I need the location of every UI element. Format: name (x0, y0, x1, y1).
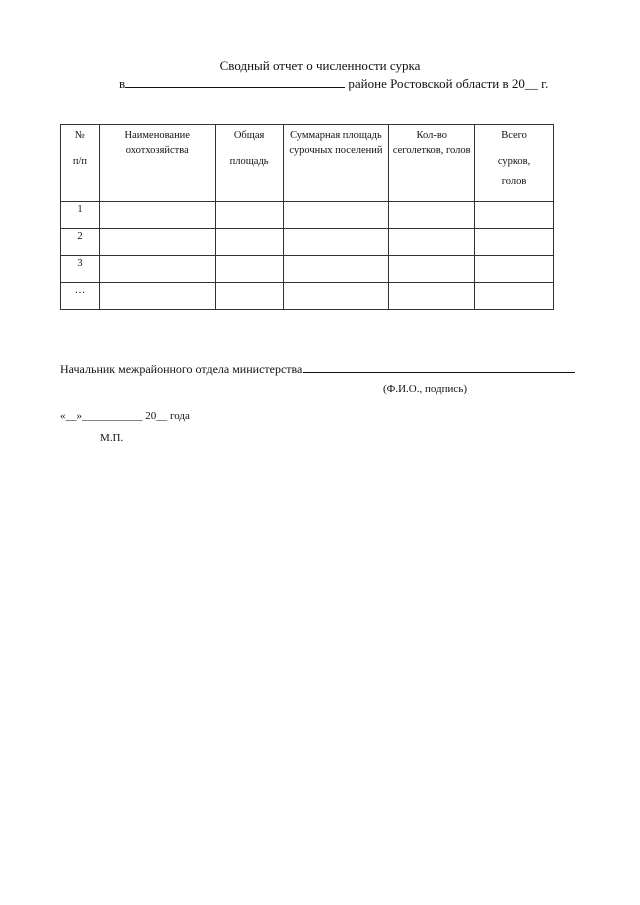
table-cell (99, 202, 215, 229)
header-text: Всего (501, 130, 527, 141)
table-cell (475, 202, 554, 229)
stamp-placeholder: М.П. (100, 432, 124, 444)
header-text: п/п (72, 156, 88, 167)
table-cell (283, 256, 389, 283)
table-row (61, 202, 554, 229)
table-cell (99, 283, 215, 310)
table-cell (475, 283, 554, 310)
header-text: площадь (229, 156, 269, 167)
table-cell (215, 256, 283, 283)
subtitle-prefix: в (119, 76, 126, 91)
table-cell (389, 229, 475, 256)
table-cell (283, 229, 389, 256)
row-number: 3 (61, 256, 100, 283)
table-cell (475, 229, 554, 256)
date-line: «__»___________ 20__ года (60, 410, 190, 422)
header-text: Кол-во (416, 130, 447, 141)
table-header-row (61, 125, 554, 202)
header-cell-settlement-area (283, 125, 389, 202)
header-cell-number (61, 125, 100, 202)
header-text: охотхозяйства (125, 145, 189, 156)
table-cell (215, 229, 283, 256)
row-number: 1 (61, 202, 100, 229)
signature-blank-line (303, 360, 575, 373)
table-row (61, 283, 554, 310)
signature-label: Начальник межрайонного отдела министерства (60, 362, 303, 376)
signature-caption: (Ф.И.О., подпись) (383, 383, 467, 395)
signature-line (60, 360, 575, 377)
table-cell (215, 202, 283, 229)
header-text: Наименование (124, 130, 190, 141)
table-cell (389, 256, 475, 283)
table-row (61, 256, 554, 283)
header-text: сурочных поселений (289, 145, 383, 156)
header-text: Общая (233, 130, 265, 141)
header-cell-yearlings-count (389, 125, 475, 202)
header-cell-hunting-farm (99, 125, 215, 202)
table-cell (283, 202, 389, 229)
row-number: … (61, 283, 100, 310)
header-text: голов (501, 176, 527, 187)
report-table (60, 124, 554, 310)
table-cell (389, 202, 475, 229)
header-cell-total-area (215, 125, 283, 202)
district-blank-line (125, 76, 345, 88)
header-text: № (74, 130, 85, 141)
table-cell (215, 283, 283, 310)
header-cell-total-marmots (475, 125, 554, 202)
document-title: Сводный отчет о численности сурка (219, 58, 421, 73)
subtitle-suffix: районе Ростовской области в 20__ г. (348, 76, 549, 91)
table-cell (283, 283, 389, 310)
table-cell (475, 256, 554, 283)
header-text: сеголетков, голов (392, 145, 471, 156)
table-cell (99, 229, 215, 256)
row-number: 2 (61, 229, 100, 256)
table-row (61, 229, 554, 256)
table-cell (389, 283, 475, 310)
header-text: сурков, (497, 156, 531, 167)
header-text: Суммарная площадь (290, 130, 382, 141)
document-subtitle (119, 76, 548, 92)
table-cell (99, 256, 215, 283)
